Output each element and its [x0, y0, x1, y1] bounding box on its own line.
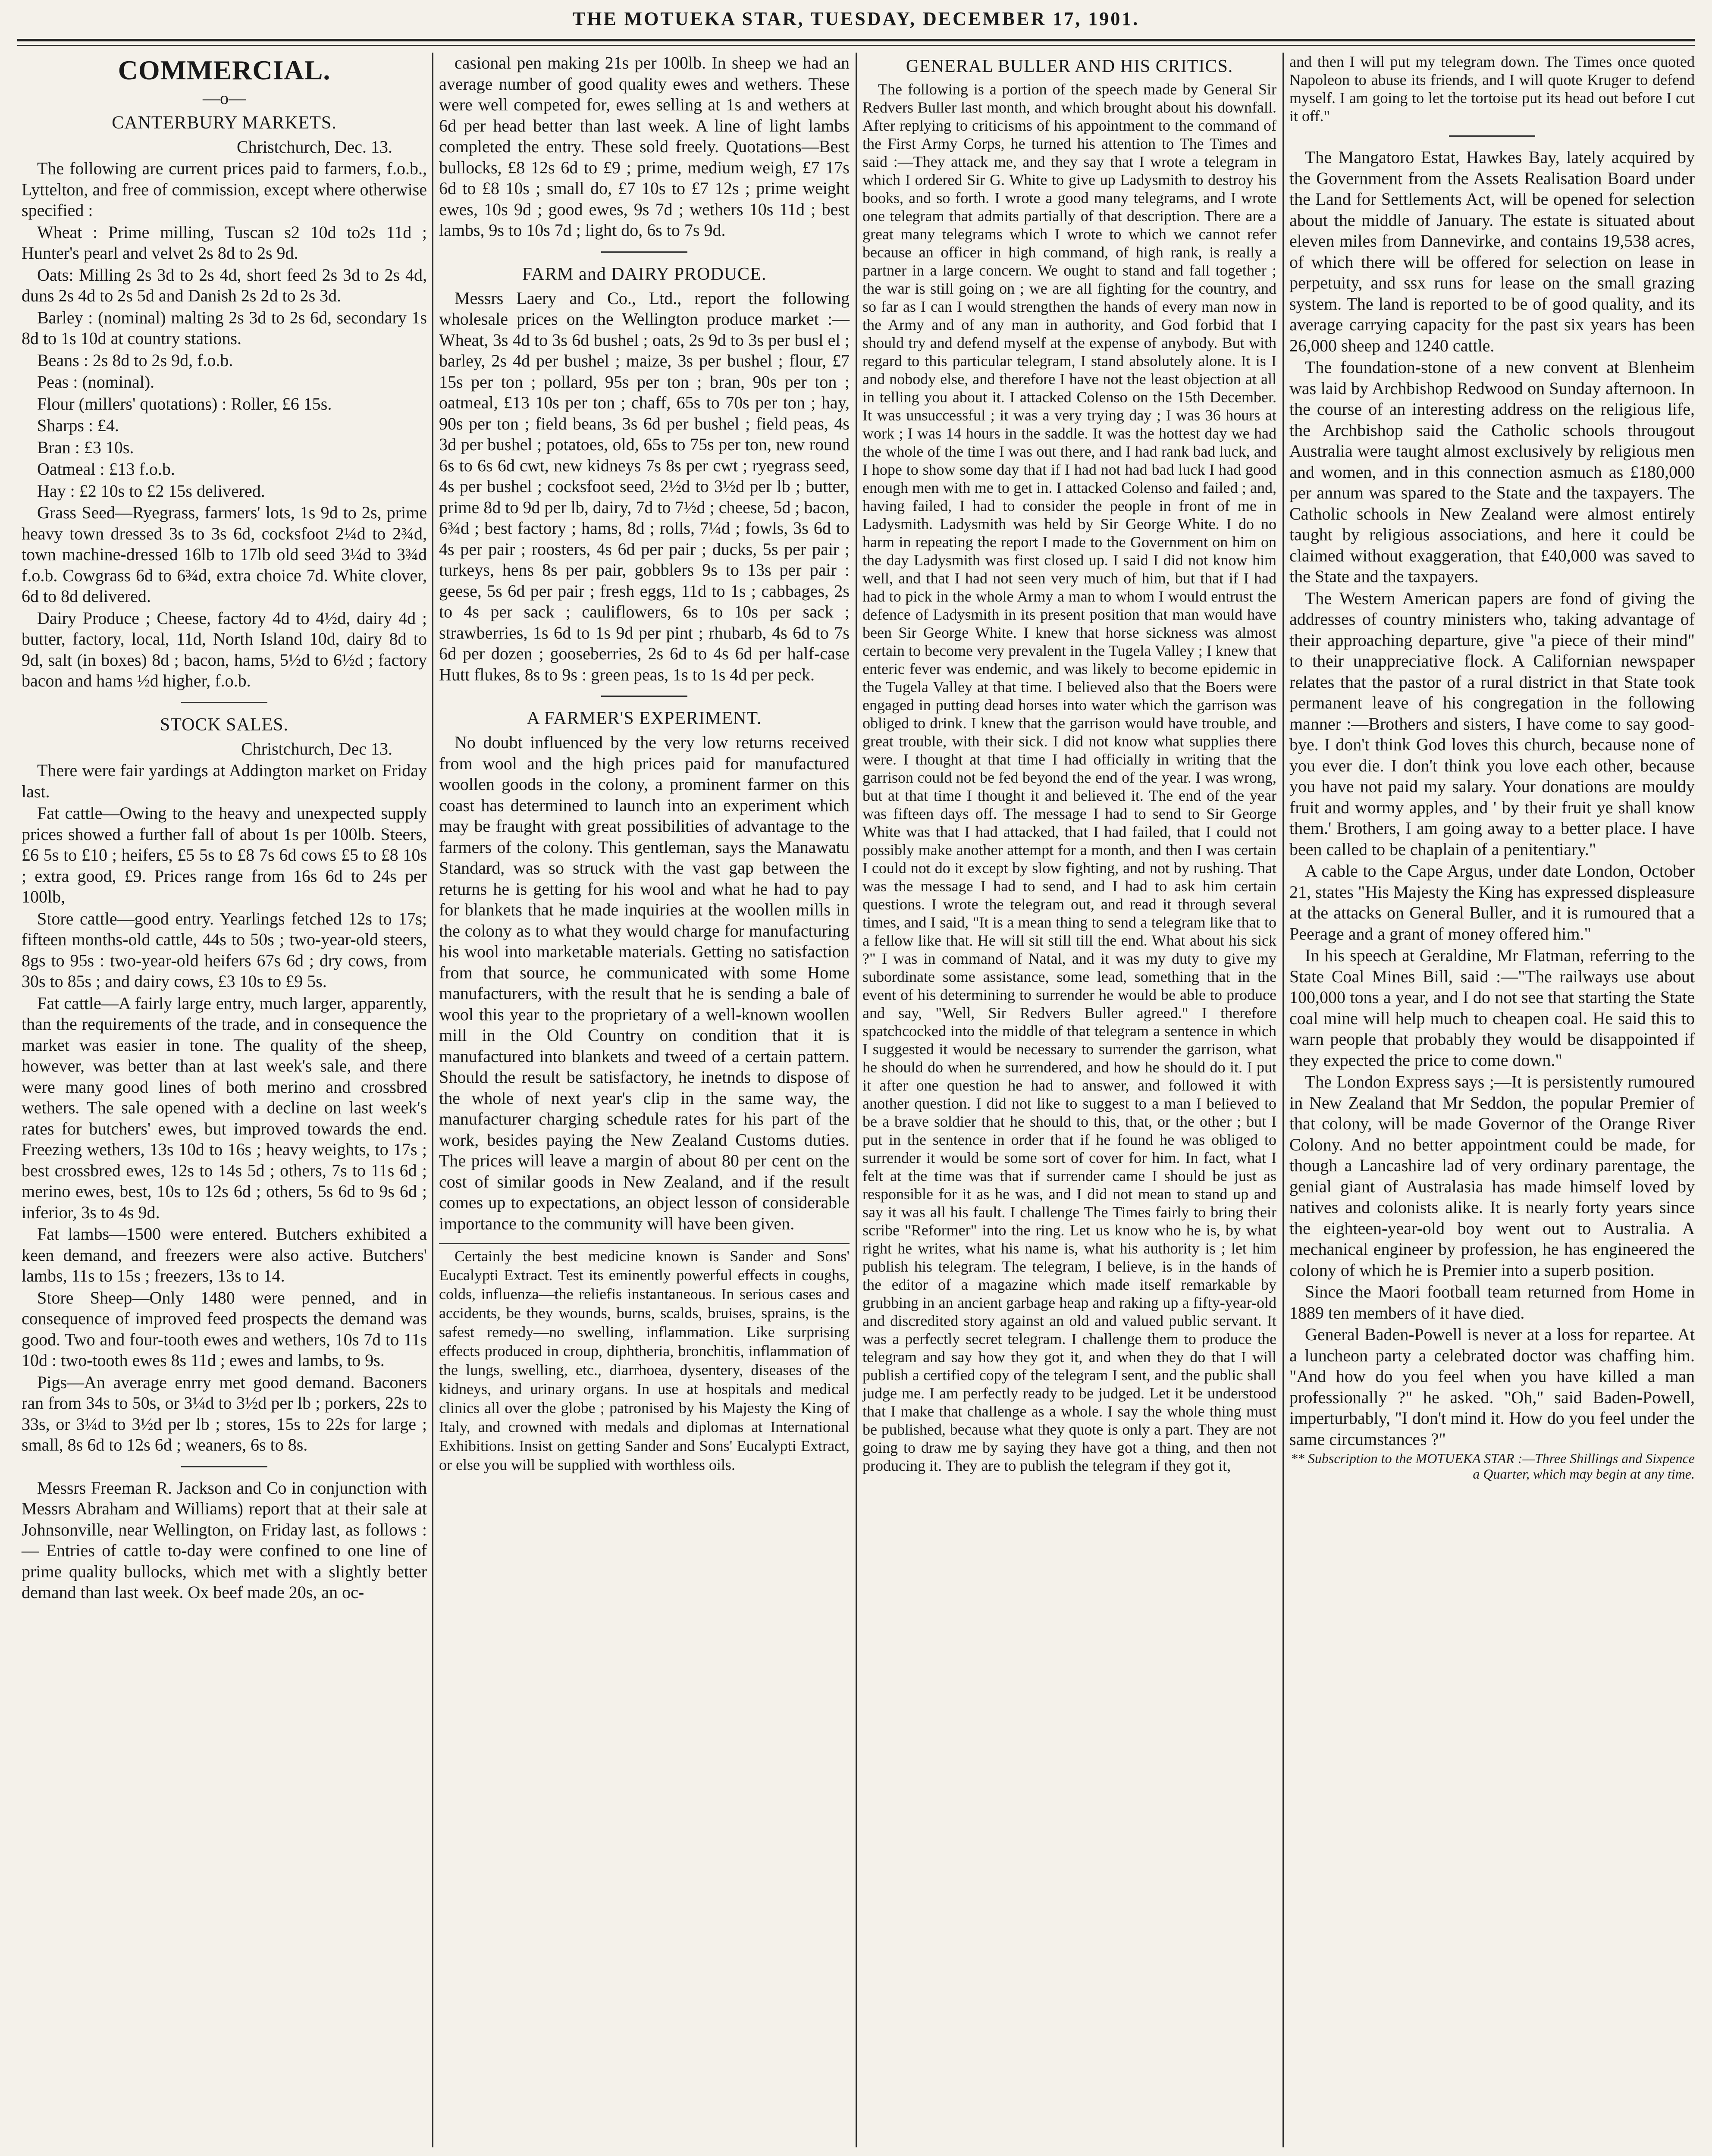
heading-general-buller: GENERAL BULLER AND HIS CRITICS.	[906, 56, 1233, 76]
divider-rule	[601, 251, 687, 253]
paragraph: A cable to the Cape Argus, under date London, October 21, states "His Majesty the King has expressed displeasure at the attacks on General Buller, and it is rumoured that a Peerage and a grant of money offered him."	[1289, 861, 1695, 943]
paragraph: Messrs Freeman R. Jackson and Co in conjunction with Messrs Abraham and Williams) report that at their sale at Johnsonville, near Wellington, on Friday last, as follows :— Entries of cattle to-day were confined to one line of prime quality bullocks, which met with a slightly better demand than last week. Ox beef made 20s, an oc-	[22, 1478, 427, 1602]
column-2	[435, 53, 854, 2147]
paragraph: Store cattle—good entry. Yearlings fetched 12s to 17s; fifteen months-old cattle, 44s to 50s ; two-year-old steers, 8gs to 95s : two-year-old heifers 67s 6d ; dry cows, from 30s to 85s ; and dairy cows, £3 10s to £9 5s.	[22, 909, 427, 991]
paragraph: General Baden-Powell is never at a loss for repartee. At a luncheon party a celebrated doctor was chaffing him. "And how do you feel when you have killed a man professionally ?" he asked. "Oh," said Baden-Powell, imperturbably, "I don't mind it. How do you feel under the same circumstances ?"	[1289, 1325, 1695, 1449]
section-heading-commercial: COMMERCIAL.	[118, 55, 331, 85]
paragraph: Sharps : £4.	[37, 416, 119, 435]
masthead-rule-thin	[17, 45, 1695, 46]
paragraph: Oats: Milling 2s 3d to 2s 4d, short feed 2s 3d to 2s 4d, duns 2s 4d to 2s 5d and Danish 2s 2d to 2s 3d.	[22, 265, 427, 305]
column-rule	[1282, 53, 1284, 2147]
advertisement-text: Certainly the best medicine known is Sander and Sons' Eucalypti Extract. Test its eminently powerful effects in coughs, colds, influenza—the reliefis instantaneous. In serious cases and accidents, be they wounds, burns, scalds, bruises, sprains, is the safest remedy—no swelling, inflammation. Like surprising effects produced in croup, diphtheria, bronchitis, inflammation of the lungs, swelling, etc., diarrhoea, dysentery, diseases of the kidneys, and urinary organs. In use at hospitals and medical clinics all over the globe ; patronised by his Majesty the King of Italy, and crowned with medals and diplomas at International Exhibitions. Insist on getting Sander and Sons' Eucalypti Extract, or else you will be supplied with worthless oils.	[439, 1247, 850, 1473]
divider-rule	[1449, 135, 1535, 137]
paragraph: Hay : £2 10s to £2 15s delivered.	[37, 481, 265, 501]
dateline: Christchurch, Dec. 13.	[236, 137, 392, 157]
advertisement-eucalypti	[439, 1243, 850, 1474]
paragraph: The following is a portion of the speech made by General Sir Redvers Buller last month, and which brought about his downfall. After replying to criticisms of his appointment to the command of the First Army Corps, he turned his attention to The Times and said :—They attack me, and they say that I wrote a telegram in which I ordered Sir G. White to give up Ladysmith to destroy his books, and so forth. I wrote a good many telegrams, and I wrote one telegram that admits partially of that description. There are a great many telegrams which I wrote to which we cannot refer because an officer in high command, of high rank, is really a partner in a large concern. We ought to stand and fall together ; the war is still going on ; we are all fighting for the country, and so far as I can I would strengthen the hands of every man now in the Army and of any man in authority, and God forbid that I should try and defend myself at the expense of anybody. But with regard to this particular telegram, I stand absolutely alone. It is I and nobody else, and therefore I have not the least objection at all in telling you about it. I attacked Colenso on the 15th December. It was unsuccessful ; it was a very trying day ; I was 36 hours at work ; I was 14 hours in the saddle. It was the hottest day we had the whole of the time I was out there, and I had rank bad luck, and I hope to show some day that if I had not had bad luck I had good enough men with me to get in. I attacked Colenso and failed ; and, having failed, I had to consider the people in front of me in Ladysmith. Ladysmith was held by Sir George White. I do no harm in repeating the report I made to the Government on him on the day Ladysmith was first closed up. I said I did not know him well, and that I had not seen very much of him, but that if I had had to pick in the whole Army a man to whom I would entrust the defence of Ladysmith in its present position that man would have been Sir George White. I knew that horse sickness was almost certain to become very prevalent in the Tugela Valley ; I knew that enteric fever was endemic, and was likely to become epidemic in the Tugela Valley at that time. I believed also that the Boers were engaged in putting dead horses into water which the garrison was obliged to drink. I knew that the garrison would have trouble, and great trouble, with their sick. I did not know what supplies there were. I thought at that time I had officially in writing that the garrison could not be fed beyond the end of the year. I was wrong, but at that time I thought it and believed it. The end of the year was fifteen days off. The message I had to send to Sir George White was that I had attacked, that I had failed, that I could not possibly make another attempt for a month, and then I was certain I could not do it except by slow fighting, and not by rushing. That was the message I had to send, and I had to ask him certain questions. I wrote the telegram out, and read it through several times, and I said, "It is a mean thing to send a telegram like that to a fellow like that. He will sit still till the end. What about his sick ?" I was in command of Natal, and it was my duty to give my subordinate some assistance, some lead, something that in the event of his determining to surrender he would be able to produce and say, "Well, Sir Redvers Buller agreed." I therefore spatchcocked into the middle of that telegram a sentence in which I suggested it would be necessary to surrender the garrison, what he should do when he surrendered, and how he should do it. I put it after one question he had to answer, and followed it with another question. I did not like to suggest to a man I believed to be a brave soldier that he should to this, that, or the other ; but I put in the sentence in order that if he found he was obliged to surrender it would be some sort of cover for him. In fact, what I felt at the time was that if surrender came I should be just as responsible for it as he was, and I did not mean to stand up and say it was all his fault. I challenge The Times fairly to bring their scribe "Reformer" into the ring. Let us know who he is, by what right he writes, what his name is, what his authority is ; let him publish his telegram. The telegram, I believe, is in the hands of the editor of a magazine which made itself remarkable by grubbing in an ancient garbage heap and raking up a fifty-year-old and discredited story against an old and valued public servant. It was a perfectly secret telegram. I challenge them to produce the telegram and say how they got it, and when they do that I will publish a certified copy of the telegram I sent, and the public shall judge me. I am perfectly ready to be judged. Let it be understood that I make that challenge as a whole. I say the whole thing must be published, because what they quote is only a part. They are not going to draw me by saying they have got a thing, and then not producing it. They are to publish the telegram if they got it,	[862, 81, 1276, 1474]
masthead-rule	[17, 39, 1695, 41]
heading-canterbury-markets: CANTERBURY MARKETS.	[112, 113, 337, 133]
column-3	[858, 53, 1281, 2147]
heading-farm-dairy-produce: FARM and DAIRY PRODUCE.	[522, 264, 767, 284]
paragraph: The following are current prices paid to farmers, f.o.b., Lyttelton, and free of commission, except where otherwise specified :	[22, 159, 427, 220]
column-rule	[856, 53, 857, 2147]
paragraph: Flour (millers' quotations) : Roller, £6 15s.	[37, 394, 332, 414]
paragraph: The Mangatoro Estat, Hawkes Bay, lately acquired by the Government from the Assets Realisation Board under the Land for Settlements Act, will be opened for selection about the middle of January. The estate is situated about eleven miles from Dannevirke, and contains 19,538 acres, of which there will be offered for selection on lease in perpetuity, and ssx runs for lease on the small grazing system. The land is reported to be of good quality, and its average carrying capacity for the past six years has been 26,000 sheep and 1240 cattle.	[1289, 147, 1695, 355]
paragraph: Beans : 2s 8d to 2s 9d, f.o.b.	[37, 350, 233, 370]
masthead: THE MOTUEKA STAR, TUESDAY, DECEMBER 17, 1901.	[572, 8, 1140, 29]
paragraph: Store Sheep—Only 1480 were penned, and in consequence of improved feed prospects the demand was good. Two and four-tooth ewes and wethers, 10s 7d to 11s 10d : two-tooth ewes 8s 11d ; ewes and lambs, to 9s.	[22, 1288, 427, 1370]
paragraph: Oatmeal : £13 f.o.b.	[37, 459, 175, 479]
paragraph: Dairy Produce ; Cheese, factory 4d to 4½d, dairy 4d ; butter, factory, local, 11d, North Island 10d, dairy 8d to 9d, salt (in boxes) 8d ; bacon, hams, 5½d to 6½d ; factory bacon and hams ½d higher, f.o.b.	[22, 608, 427, 690]
paragraph: Fat cattle—Owing to the heavy and unexpected supply prices showed a further fall of about 1s per 100lb. Steers, £6 5s to £10 ; heifers, £5 5s to £8 7s 6d cows £5 to £8 10s ; extra good, £9. Prices range from 16s 6d to 24s per 100lb,	[22, 803, 427, 906]
divider-rule	[181, 702, 267, 703]
paragraph: Fat lambs—1500 were entered. Butchers exhibited a keen demand, and freezers were also active. Butchers' lambs, 11s to 15s ; freezers, 13s to 14.	[22, 1224, 427, 1285]
paragraph: The foundation-stone of a new convent at Blenheim was laid by Archbishop Redwood on Sunday afternoon. In the course of an interesting address on the religious life, the Archbishop said the Catholic schools througout Australia were taught almost exclusively by religious men and women, and in this connection asmuch as £180,000 per annum was spared to the State and the taxpayers. The Catholic schools in New Zealand were almost entirely taught by religious associations, and here it could be claimed without exaggeration, that £40,000 was saved to the State and the taxpayers.	[1289, 357, 1695, 586]
heading-stock-sales: STOCK SALES.	[160, 714, 289, 735]
paragraph: casional pen making 21s per 100lb. In sheep we had an average number of good quality ewes and wethers. These were well competed for, ewes selling at 1s and wethers at 6d per head better than last week. A line of light lambs completed the entry. These sold freely. Quotations—Best bullocks, £8 12s 6d to £9 ; prime, medium weigh, £7 17s 6d to £8 10s ; small do, £7 10s to £7 12s ; prime weight ewes, 10s 9d ; good ewes, 9s 7d ; wethers 10s 11d ; best lambs, 9s to 10s 7d ; light do, 6s to 7s 9d.	[439, 53, 850, 240]
subscription-note: ** Subscription to the MOTUEKA STAR :—Three Shillings and Sixpence a Quarter, which may begin at any time.	[1290, 1451, 1695, 1482]
paragraph: Fat cattle—A fairly large entry, much larger, apparently, than the requirements of the trade, and in consequence the market was easier in tone. The quality of the sheep, however, was better than at last week's sale, and there were many good lines of both merino and crossbred wethers. The sale opened with a decline on last week's rates for butchers' ewes, but improved towards the end. Freezing wethers, 13s 10d to 16s ; heavy weights, to 17s ; best crossbred ewes, 12s to 14s 5d ; others, 7s to 11s 6d ; merino ewes, best, 10s to 12s 6d ; others, 5s 6d to 9s 6d ; inferior, 3s to 4s 9d.	[22, 993, 427, 1222]
paragraph: No doubt influenced by the very low returns received from wool and the high prices paid for manufactured woollen goods in the colony, a prominent farmer on this coast has determined to launch into an experiment which may be fraught with great possibilities of advantage to the farmers of the colony. This gentleman, says the Manawatu Standard, was so struck with the vast gap between the returns he is getting for his wool and what he had to pay for blankets that he made inquiries at the woollen mills in the colony as to what they would charge for manufacturing his wool into marketable materials. Getting no satisfaction from that source, he communicated with some Home manufacturers, with the result that he is sending a bale of wool this year to the proprietary of a well-known woollen mill in the Old Country on condition that it is manufactured into blankets and tweed of a certain pattern. Should the result be satisfactory, he inetnds to dispose of the whole of next year's clip in the same way, the manufacturer charging schedule rates for his part of the work, besides paying the New Zealand Customs duties. The prices will leave a margin of about 80 per cent on the cost of similar goods in New Zealand, and if the result comes up to expectations, an object lesson of considerable importance to the community will have been given.	[439, 733, 850, 1233]
paragraph: There were fair yardings at Addington market on Friday last.	[22, 761, 427, 801]
heading-farmers-experiment: A FARMER'S EXPERIMENT.	[527, 708, 762, 728]
paragraph: and then I will put my telegram down. The Times once quoted Napoleon to abuse its friends, and I will quote Kruger to defend myself. I am going to let the tortoise put its head out before I cut it off."	[1289, 53, 1695, 125]
column-4	[1285, 53, 1699, 2147]
column-1	[17, 53, 431, 2147]
paragraph: In his speech at Geraldine, Mr Flatman, referring to the State Coal Mines Bill, said :—"The railways use about 100,000 tons a year, and I do not see that starting the State coal mine will help much to cheapen coal. He said this to warn people that probably they would be disappointed if they expected the price to come down."	[1289, 946, 1695, 1070]
paragraph: Bran : £3 10s.	[37, 437, 134, 457]
dateline: Christchurch, Dec 13.	[241, 739, 392, 758]
divider-rule	[601, 696, 687, 697]
divider: —o—	[203, 88, 246, 108]
divider-rule	[181, 1466, 267, 1467]
paragraph: Grass Seed—Ryegrass, farmers' lots, 1s 9d to 2s, prime heavy town dressed 3s to 3s 6d, cocksfoot 2¼d to 2¾d, town machine-dressed 16lb to 17lb old seed 3¼d to 3¾d f.o.b. Cowgrass 6d to 6¾d, extra choice 7d. White clover, 6d to 8d delivered.	[22, 503, 427, 606]
paragraph: Wheat : Prime milling, Tuscan s2 10d to2s 11d ; Hunter's pearl and velvet 2s 8d to 2s 9d.	[22, 222, 427, 263]
paragraph: Pigs—An average enrry met good demand. Baconers ran from 34s to 50s, or 3¼d to 3½d per lb ; porkers, 22s to 33s, or 3¼d to 3½d per lb ; stores, 15s to 22s for large ; small, 8s 6d to 12s 6d ; weaners, 6s to 8s.	[22, 1372, 427, 1454]
paragraph: The London Express says ;—It is persistently rumoured in New Zealand that Mr Seddon, the popular Premier of that colony, will be made Governor of the Orange River Colony. And no better appointment could be made, for though a Lancashire lad of very ordinary parentage, the genial giant of Australasia has made himself loved by natives and colonists alike. It is nearly forty years since the eighteen-year-old boy went out to Australia. A mechanical engineer by profession, he has engineered the colony of which he is Premier into a superb position.	[1289, 1072, 1695, 1280]
paragraph: The Western American papers are fond of giving the addresses of country ministers who, taking advantage of their approaching departure, give "a piece of their mind" to their unappreciative flock. A Californian newspaper relates that the pastor of a rural district in that State took permanent leave of his congregation in the following manner :—Brothers and sisters, I have come to say good-bye. I don't think God loves this church, because none of you ever die. I don't think you love each other, because you have not paid my salary. Your donations are mouldy fruit and wormy apples, and ' by their fruit ye shall know them.' Brothers, I am going away to a better place. I have been called to be chaplain of a penitentiary."	[1289, 588, 1695, 859]
column-rule	[432, 53, 433, 2147]
paragraph: Peas : (nominal).	[37, 372, 155, 392]
paragraph: Messrs Laery and Co., Ltd., report the following wholesale prices on the Wellington produce market :—Wheat, 3s 4d to 3s 6d bushel ; oats, 2s 9d to 3s per busl el ; barley, 2s 4d per bushel ; maize, 3s per bushel ; flour, £7 15s per ton ; pollard, 95s per ton ; bran, 90s per ton ; oatmeal, £13 10s per ton ; chaff, 65s to 70s per ton ; hay, 90s per ton ; field beans, 3s 6d per bushel ; field peas, 4s 3d per bushel ; potatoes, old, 65s to 75s per ton, new round 6s to 6s 6d cwt, new kidneys 7s 8s per cwt ; ryegrass seed, 4s per bushel ; cocksfoot seed, 2½d to 3½d per lb ; butter, prime 8d to 9d per lb, dairy, 7d to 7½d ; cheese, 5d ; bacon, 6¾d ; best factory ; hams, 8d ; rolls, 7¼d ; fowls, 3s 6d to 4s per pair ; roosters, 4s 6d per pair ; ducks, 5s per pair ; turkeys, hens 8s per pair, gobblers 9s to 13s per pair : geese, 5s 6d per pair ; fresh eggs, 11d to 1s ; cabbages, 2s to 4s per sack ; cauliflowers, 6s to 10s per sack ; strawberries, 1s 6d to 1s 9d per pint ; rhubarb, 4s 6d to 7s 6d per dozen ; gooseberries, 2s 6d to 4s 6d per half-case Hutt flukes, 8s to 9s : green peas, 1s to 1s 4d per peck.	[439, 288, 850, 684]
paragraph: Since the Maori football team returned from Home in 1889 ten members of it have died.	[1289, 1282, 1695, 1322]
paragraph: Barley : (nominal) malting 2s 3d to 2s 6d, secondary 1s 8d to 1s 10d at country stations.	[22, 307, 427, 348]
